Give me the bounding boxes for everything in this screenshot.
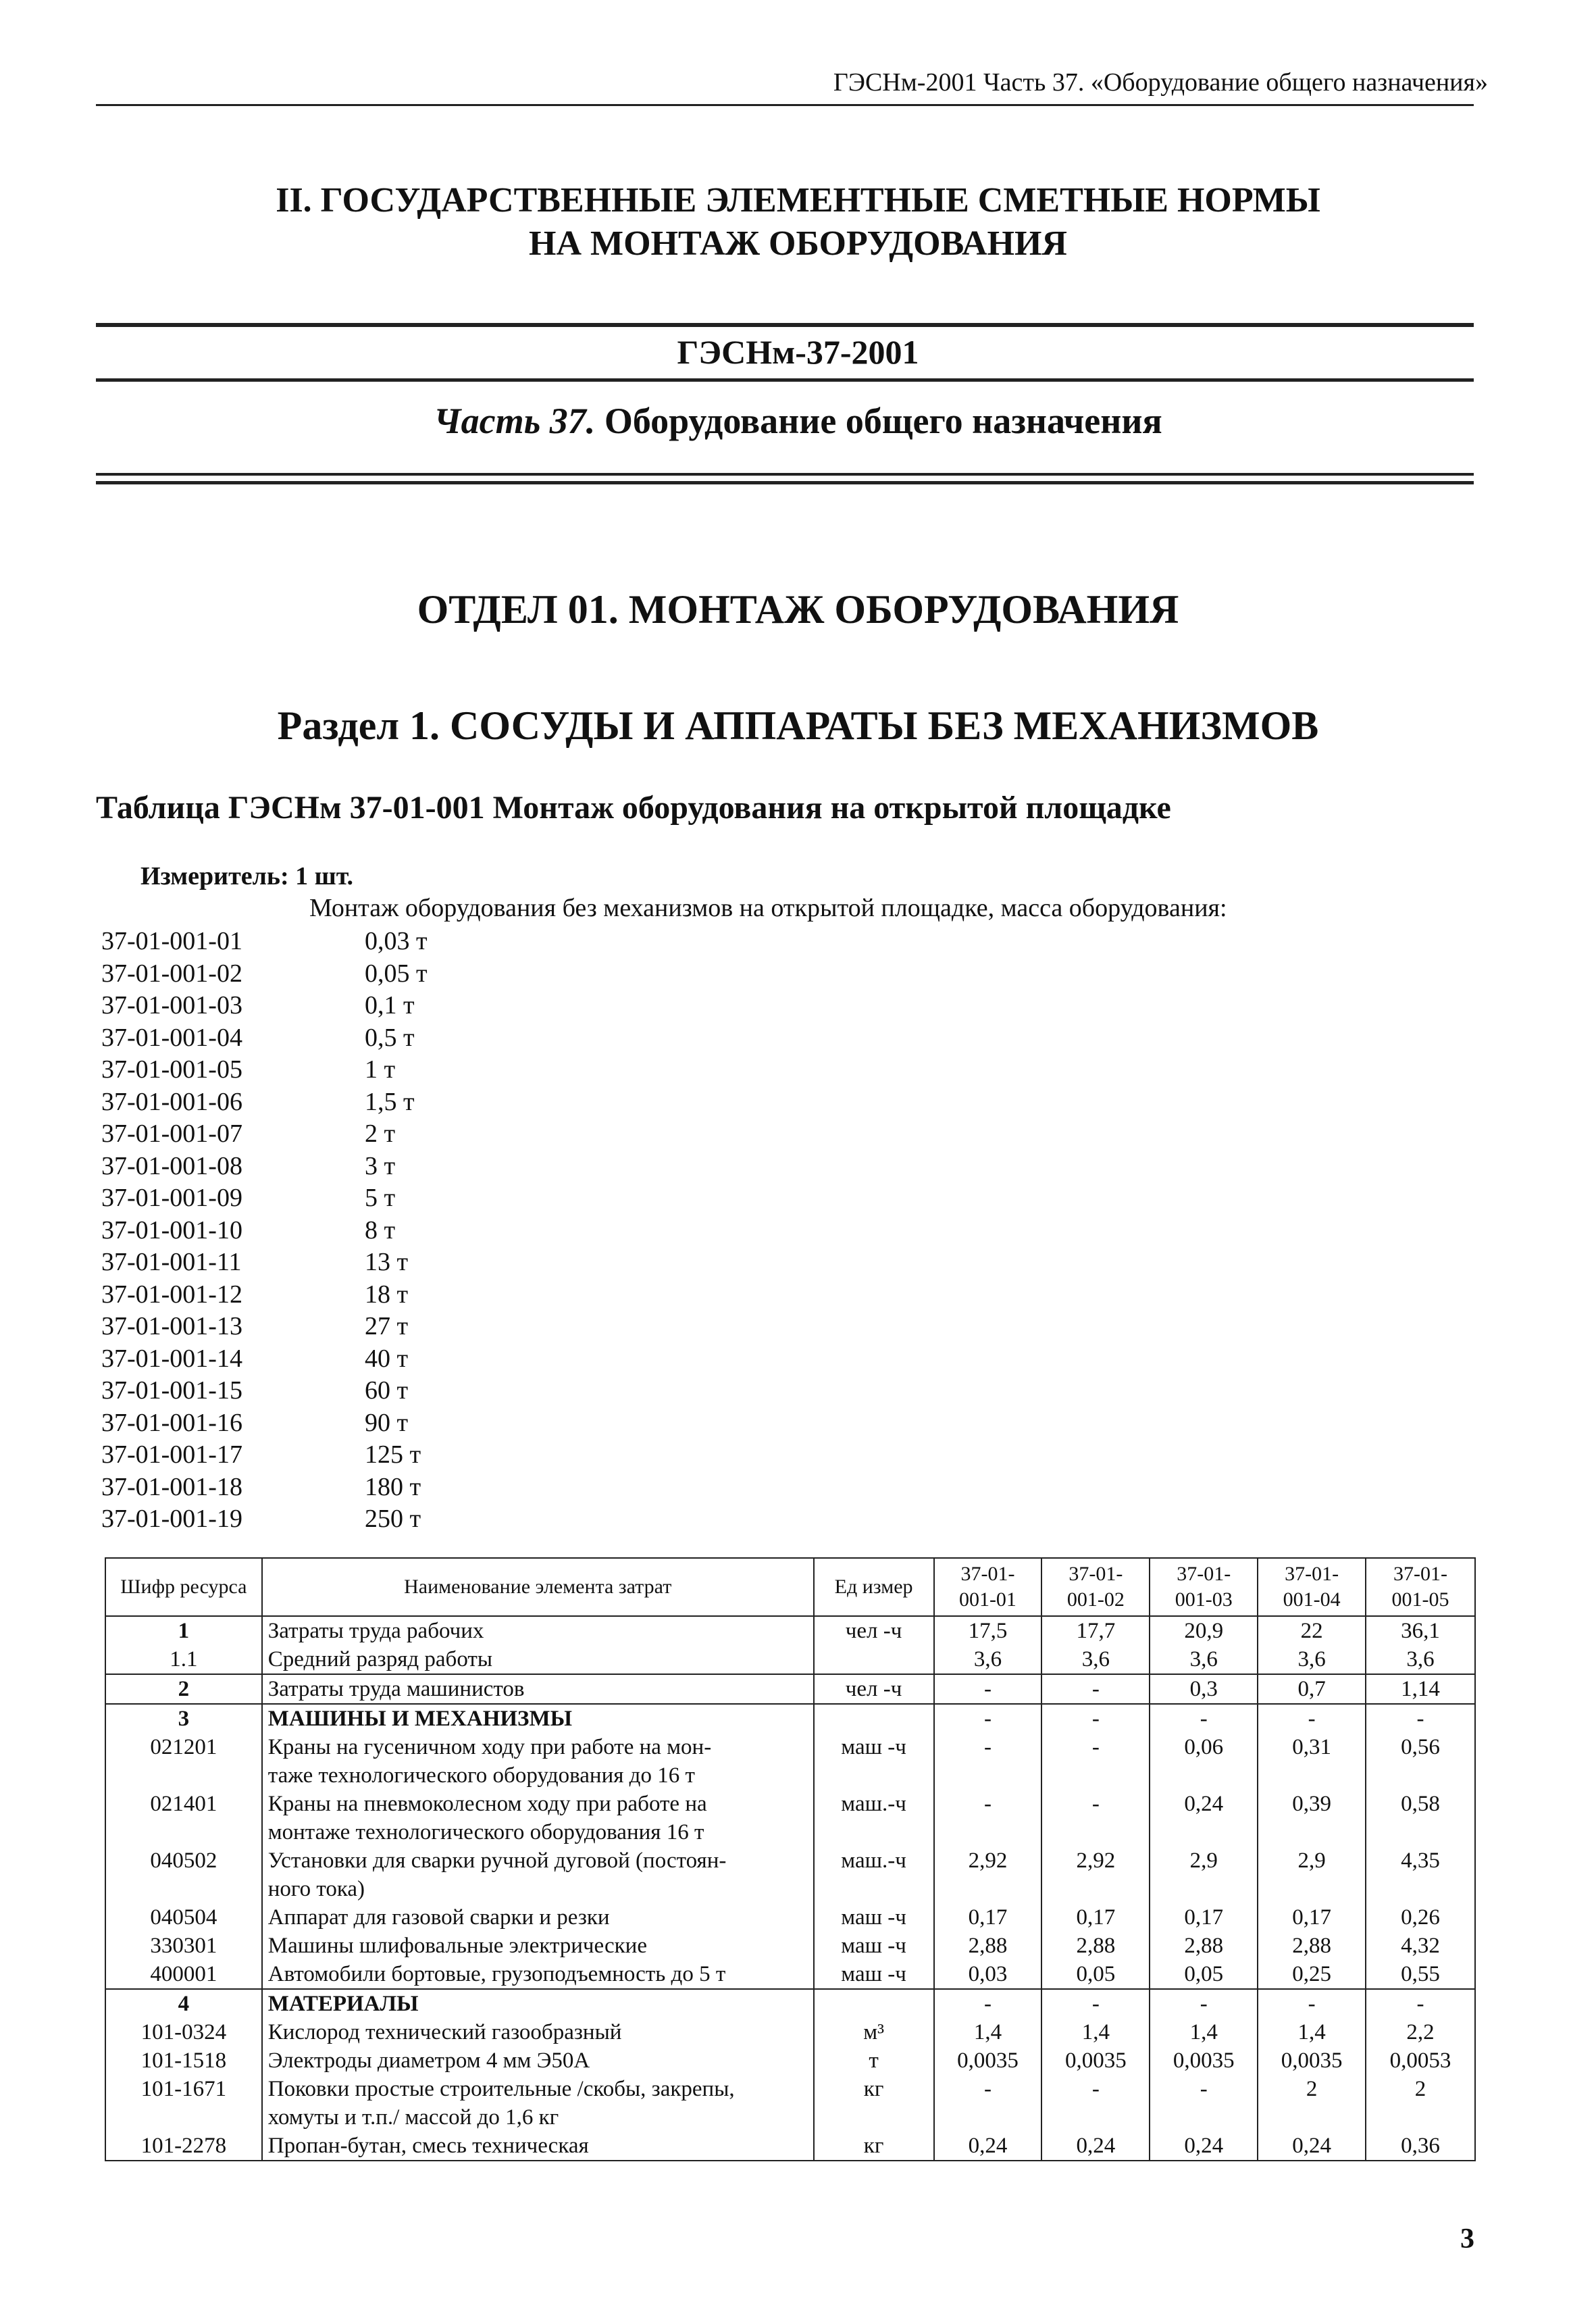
norm-code: 37-01-001-04 [101, 1023, 242, 1052]
cell-value: 4,32 [1366, 1932, 1475, 1960]
cell-value: 17,5 [934, 1616, 1042, 1645]
norm-mass: 0,03 т [365, 927, 428, 955]
table-body [105, 1616, 1475, 2161]
norm-code: 37-01-001-19 [101, 1505, 242, 1533]
norm-mass: 5 т [365, 1184, 396, 1212]
norm-code: 37-01-001-10 [101, 1215, 242, 1244]
cell-resource-code: 101-0324 [105, 2018, 262, 2046]
norm-mass: 1 т [365, 1055, 396, 1084]
norm-code: 37-01-001-08 [101, 1151, 242, 1180]
cell-value: 22 [1258, 1616, 1366, 1645]
cell-value: 1,4 [1150, 2018, 1258, 2046]
norm-mass: 13 т [365, 1248, 409, 1276]
cell-value: 3,6 [934, 1645, 1042, 1674]
norm-code: 37-01-001-11 [101, 1248, 242, 1276]
cell-value: 0,58 [1366, 1790, 1475, 1846]
norm-code: 37-01-001-02 [101, 959, 242, 988]
cell-value: 2,88 [1150, 1932, 1258, 1960]
table-row [105, 2018, 1475, 2046]
cell-element-name: Краны на гусеничном ходу при работе на мон- таже технологического оборудования до 16 т [262, 1733, 814, 1790]
cell-value: - [1041, 1790, 1150, 1846]
part-prefix: Часть 37. [434, 401, 596, 441]
collection-rule-bottom-2 [96, 481, 1474, 484]
cell-resource-code: 021201 [105, 1733, 262, 1790]
cell-resource-code: 040502 [105, 1846, 262, 1903]
main-title [0, 179, 1596, 266]
norm-code-row [101, 990, 428, 1022]
norm-code: 37-01-001-18 [101, 1472, 242, 1501]
norm-mass: 27 т [365, 1312, 409, 1340]
norm-code: 37-01-001-14 [101, 1344, 242, 1373]
cell-unit: маш.-ч [814, 1790, 934, 1846]
table-row [105, 2075, 1475, 2132]
cell-value: 1,14 [1366, 1674, 1475, 1704]
cell-resource-code: 1.1 [105, 1645, 262, 1674]
cell-value: 2 [1366, 2075, 1475, 2132]
cell-resource-code: 2 [105, 1674, 262, 1704]
cell-value: 0,56 [1366, 1733, 1475, 1790]
cell-resource-code: 330301 [105, 1932, 262, 1960]
department-heading: ОТДЕЛ 01. МОНТАЖ ОБОРУДОВАНИЯ [417, 587, 1179, 632]
header-col-3: 37-01- 001-03 [1150, 1558, 1258, 1616]
cell-value: 0,39 [1258, 1790, 1366, 1846]
cell-value: - [1366, 1704, 1475, 1733]
cell-value: 20,9 [1150, 1616, 1258, 1645]
cell-value: 1,4 [1041, 2018, 1150, 2046]
cell-value: 0,24 [1150, 2132, 1258, 2161]
cell-value: 2,92 [934, 1846, 1042, 1903]
cell-element-name: Затраты труда машинистов [262, 1674, 814, 1704]
cell-unit [814, 1989, 934, 2018]
cell-value: 0,0035 [1041, 2046, 1150, 2075]
cell-unit: маш -ч [814, 1903, 934, 1932]
cell-value: 0,03 [934, 1960, 1042, 1989]
cell-value: - [934, 1674, 1042, 1704]
norm-code: 37-01-001-03 [101, 991, 242, 1020]
norm-code: 37-01-001-15 [101, 1376, 242, 1405]
cell-value: - [1041, 2075, 1150, 2132]
header-col-5: 37-01- 001-05 [1366, 1558, 1475, 1616]
table-row [105, 1645, 1475, 1674]
cell-value: 1,4 [1258, 2018, 1366, 2046]
cell-value: 2,92 [1041, 1846, 1150, 1903]
cell-value: 0,05 [1041, 1960, 1150, 1989]
norm-code: 37-01-001-06 [101, 1087, 242, 1116]
norm-code-row [101, 1407, 428, 1440]
cell-value: 0,05 [1150, 1960, 1258, 1989]
collection-rule-bottom-1 [96, 473, 1474, 476]
cell-unit: м³ [814, 2018, 934, 2046]
cell-resource-code: 021401 [105, 1790, 262, 1846]
norm-mass: 2 т [365, 1120, 396, 1148]
cell-element-name: Краны на пневмоколесном ходу при работе на монтаже технологического оборудования 16 т [262, 1790, 814, 1846]
cell-resource-code: 101-1518 [105, 2046, 262, 2075]
cell-resource-code: 101-1671 [105, 2075, 262, 2132]
collection-rule-top [96, 323, 1474, 327]
table-title: Таблица ГЭСНм 37-01-001 Монтаж оборудования на открытой площадке [96, 790, 1171, 826]
collection-code: ГЭСНм-37-2001 [677, 333, 919, 371]
running-header: ГЭСНм-2001 Часть 37. «Оборудование общего назначения» [833, 68, 1488, 97]
cell-value: 2,88 [1258, 1932, 1366, 1960]
cell-value: 4,35 [1366, 1846, 1475, 1903]
cell-value: 1,4 [934, 2018, 1042, 2046]
cell-value: - [1041, 1733, 1150, 1790]
collection-rule-mid [96, 378, 1474, 382]
cell-value: 0,24 [934, 2132, 1042, 2161]
norm-mass: 3 т [365, 1151, 396, 1180]
norm-mass: 18 т [365, 1280, 409, 1309]
norm-code-row [101, 1247, 428, 1279]
cell-unit: кг [814, 2132, 934, 2161]
page-number: 3 [1460, 2223, 1474, 2255]
norm-code: 37-01-001-16 [101, 1408, 242, 1437]
title-line-2: НА МОНТАЖ ОБОРУДОВАНИЯ [529, 224, 1067, 263]
cell-element-name: Электроды диаметром 4 мм Э50А [262, 2046, 814, 2075]
cell-element-name: МАТЕРИАЛЫ [262, 1989, 814, 2018]
part-title: Оборудование общего назначения [604, 401, 1162, 441]
cell-value: - [1150, 1704, 1258, 1733]
norm-code-row [101, 1311, 428, 1343]
table-row [105, 1790, 1475, 1846]
norm-code: 37-01-001-07 [101, 1120, 242, 1148]
cell-value: - [934, 1704, 1042, 1733]
section-heading: Раздел 1. СОСУДЫ И АППАРАТЫ БЕЗ МЕХАНИЗМОВ [277, 703, 1319, 748]
norm-code: 37-01-001-01 [101, 927, 242, 955]
cell-value: 0,06 [1150, 1733, 1258, 1790]
cell-value: 0,17 [934, 1903, 1042, 1932]
table-row [105, 1846, 1475, 1903]
cell-unit: кг [814, 2075, 934, 2132]
norm-code-row [101, 1118, 428, 1151]
norm-mass: 0,5 т [365, 1023, 415, 1052]
norm-code-row [101, 1375, 428, 1407]
cell-value: 0,17 [1150, 1903, 1258, 1932]
cell-value: 2,88 [934, 1932, 1042, 1960]
cell-value: 3,6 [1150, 1645, 1258, 1674]
cell-value: - [934, 2075, 1042, 2132]
table-row [105, 1989, 1475, 2018]
table-row [105, 2046, 1475, 2075]
cell-value: 0,17 [1258, 1903, 1366, 1932]
cell-value: 2,9 [1258, 1846, 1366, 1903]
norm-mass: 60 т [365, 1376, 409, 1405]
cell-value: - [1258, 1989, 1366, 2018]
cell-element-name: Поковки простые строительные /скобы, закрепы, хомуты и т.п./ массой до 1,6 кг [262, 2075, 814, 2132]
norm-mass: 125 т [365, 1440, 421, 1469]
cell-unit: маш -ч [814, 1960, 934, 1989]
norm-mass: 180 т [365, 1472, 421, 1501]
header-name: Наименование элемента затрат [262, 1558, 814, 1616]
cell-element-name: Кислород технический газообразный [262, 2018, 814, 2046]
cell-unit [814, 1704, 934, 1733]
table-row [105, 1932, 1475, 1960]
cell-value: 0,17 [1041, 1903, 1150, 1932]
norm-code: 37-01-001-09 [101, 1184, 242, 1212]
cell-unit: маш.-ч [814, 1846, 934, 1903]
cell-resource-code: 1 [105, 1616, 262, 1645]
cell-value: 0,0035 [1258, 2046, 1366, 2075]
cell-unit: чел -ч [814, 1616, 934, 1645]
cell-element-name: Автомобили бортовые, грузоподъемность до 5 т [262, 1960, 814, 1989]
norm-code-row [101, 1215, 428, 1247]
norm-mass: 1,5 т [365, 1087, 415, 1116]
cell-value: - [1366, 1989, 1475, 2018]
norm-code-row [101, 926, 428, 958]
cell-value: 2,9 [1150, 1846, 1258, 1903]
cell-value: - [1041, 1674, 1150, 1704]
cell-unit: маш -ч [814, 1733, 934, 1790]
header-col-4: 37-01- 001-04 [1258, 1558, 1366, 1616]
cell-value: - [1041, 1704, 1150, 1733]
table-row [105, 1733, 1475, 1790]
cell-value: 3,6 [1258, 1645, 1366, 1674]
norm-code-row [101, 1182, 428, 1215]
cell-value: 0,31 [1258, 1733, 1366, 1790]
header-col-1: 37-01- 001-01 [934, 1558, 1042, 1616]
cost-table [105, 1557, 1476, 2161]
header-code: Шифр ресурса [105, 1558, 262, 1616]
cell-unit: маш -ч [814, 1932, 934, 1960]
cell-resource-code: 101-2278 [105, 2132, 262, 2161]
cell-value: 0,26 [1366, 1903, 1475, 1932]
part-heading [0, 400, 1596, 442]
norm-mass: 8 т [365, 1215, 396, 1244]
cell-value: 3,6 [1041, 1645, 1150, 1674]
norm-code-row [101, 1086, 428, 1119]
meter [140, 861, 353, 891]
header-unit: Ед измер [814, 1558, 934, 1616]
norm-code: 37-01-001-12 [101, 1280, 242, 1309]
table-row [105, 1960, 1475, 1989]
cell-resource-code: 4 [105, 1989, 262, 2018]
header-rule [96, 104, 1474, 106]
meter-value: 1 шт. [295, 862, 354, 890]
norm-code-row [101, 1472, 428, 1504]
cell-element-name: МАШИНЫ И МЕХАНИЗМЫ [262, 1704, 814, 1733]
cell-resource-code: 3 [105, 1704, 262, 1733]
norm-code-row [101, 1022, 428, 1055]
cell-value: - [1150, 2075, 1258, 2132]
cell-value: 0,36 [1366, 2132, 1475, 2161]
cell-value: 36,1 [1366, 1616, 1475, 1645]
cell-value: 2,88 [1041, 1932, 1150, 1960]
norm-mass: 40 т [365, 1344, 409, 1373]
cell-value: 0,55 [1366, 1960, 1475, 1989]
table-row [105, 1616, 1475, 1645]
cell-unit: чел -ч [814, 1674, 934, 1704]
cell-value: 0,24 [1150, 1790, 1258, 1846]
norm-code-row [101, 1054, 428, 1086]
cell-value: 2,2 [1366, 2018, 1475, 2046]
norm-code: 37-01-001-13 [101, 1312, 242, 1340]
norm-mass: 0,05 т [365, 959, 428, 988]
norm-mass: 250 т [365, 1505, 421, 1533]
cell-resource-code: 040504 [105, 1903, 262, 1932]
table-row [105, 1674, 1475, 1704]
cell-element-name: Затраты труда рабочих [262, 1616, 814, 1645]
norm-code-row [101, 958, 428, 990]
cell-value: 3,6 [1366, 1645, 1475, 1674]
cell-value: - [1041, 1989, 1150, 2018]
cell-value: - [934, 1989, 1042, 2018]
norm-code-row [101, 1279, 428, 1311]
header-col-2: 37-01- 001-02 [1041, 1558, 1150, 1616]
cell-element-name: Машины шлифовальные электрические [262, 1932, 814, 1960]
norm-code: 37-01-001-17 [101, 1440, 242, 1469]
cell-value: 0,7 [1258, 1674, 1366, 1704]
cell-value: 0,24 [1258, 2132, 1366, 2161]
cell-value: 0,3 [1150, 1674, 1258, 1704]
cell-value: 0,0053 [1366, 2046, 1475, 2075]
norm-code-row [101, 1439, 428, 1472]
norm-code-list [101, 926, 428, 1536]
cell-value: - [934, 1790, 1042, 1846]
cell-element-name: Пропан-бутан, смесь техническая [262, 2132, 814, 2161]
table-row [105, 1903, 1475, 1932]
norm-mass: 0,1 т [365, 991, 415, 1020]
title-line-1: II. ГОСУДАРСТВЕННЫЕ ЭЛЕМЕНТНЫЕ СМЕТНЫЕ НОРМЫ [276, 181, 1320, 220]
cell-value: - [1150, 1989, 1258, 2018]
cell-value: 2 [1258, 2075, 1366, 2132]
meter-label: Измеритель: [140, 862, 289, 890]
cell-value: - [934, 1733, 1042, 1790]
norm-mass: 90 т [365, 1408, 409, 1437]
norm-code-row [101, 1503, 428, 1536]
cell-value: 0,0035 [1150, 2046, 1258, 2075]
cell-resource-code: 400001 [105, 1960, 262, 1989]
cell-value: 17,7 [1041, 1616, 1150, 1645]
cell-value: 0,0035 [934, 2046, 1042, 2075]
table-header-row [105, 1558, 1475, 1616]
norm-code: 37-01-001-05 [101, 1055, 242, 1084]
table-row [105, 1704, 1475, 1733]
norm-code-row [101, 1151, 428, 1183]
norm-description: Монтаж оборудования без механизмов на открытой площадке, масса оборудования: [309, 894, 1227, 922]
cell-value: - [1258, 1704, 1366, 1733]
norm-code-row [101, 1343, 428, 1376]
cell-value: 0,24 [1041, 2132, 1150, 2161]
cell-element-name: Установки для сварки ручной дуговой (постоян- ного тока) [262, 1846, 814, 1903]
table-row [105, 2132, 1475, 2161]
cell-unit [814, 1645, 934, 1674]
cell-element-name: Аппарат для газовой сварки и резки [262, 1903, 814, 1932]
cell-value: 0,25 [1258, 1960, 1366, 1989]
cell-unit: т [814, 2046, 934, 2075]
cell-element-name: Средний разряд работы [262, 1645, 814, 1674]
